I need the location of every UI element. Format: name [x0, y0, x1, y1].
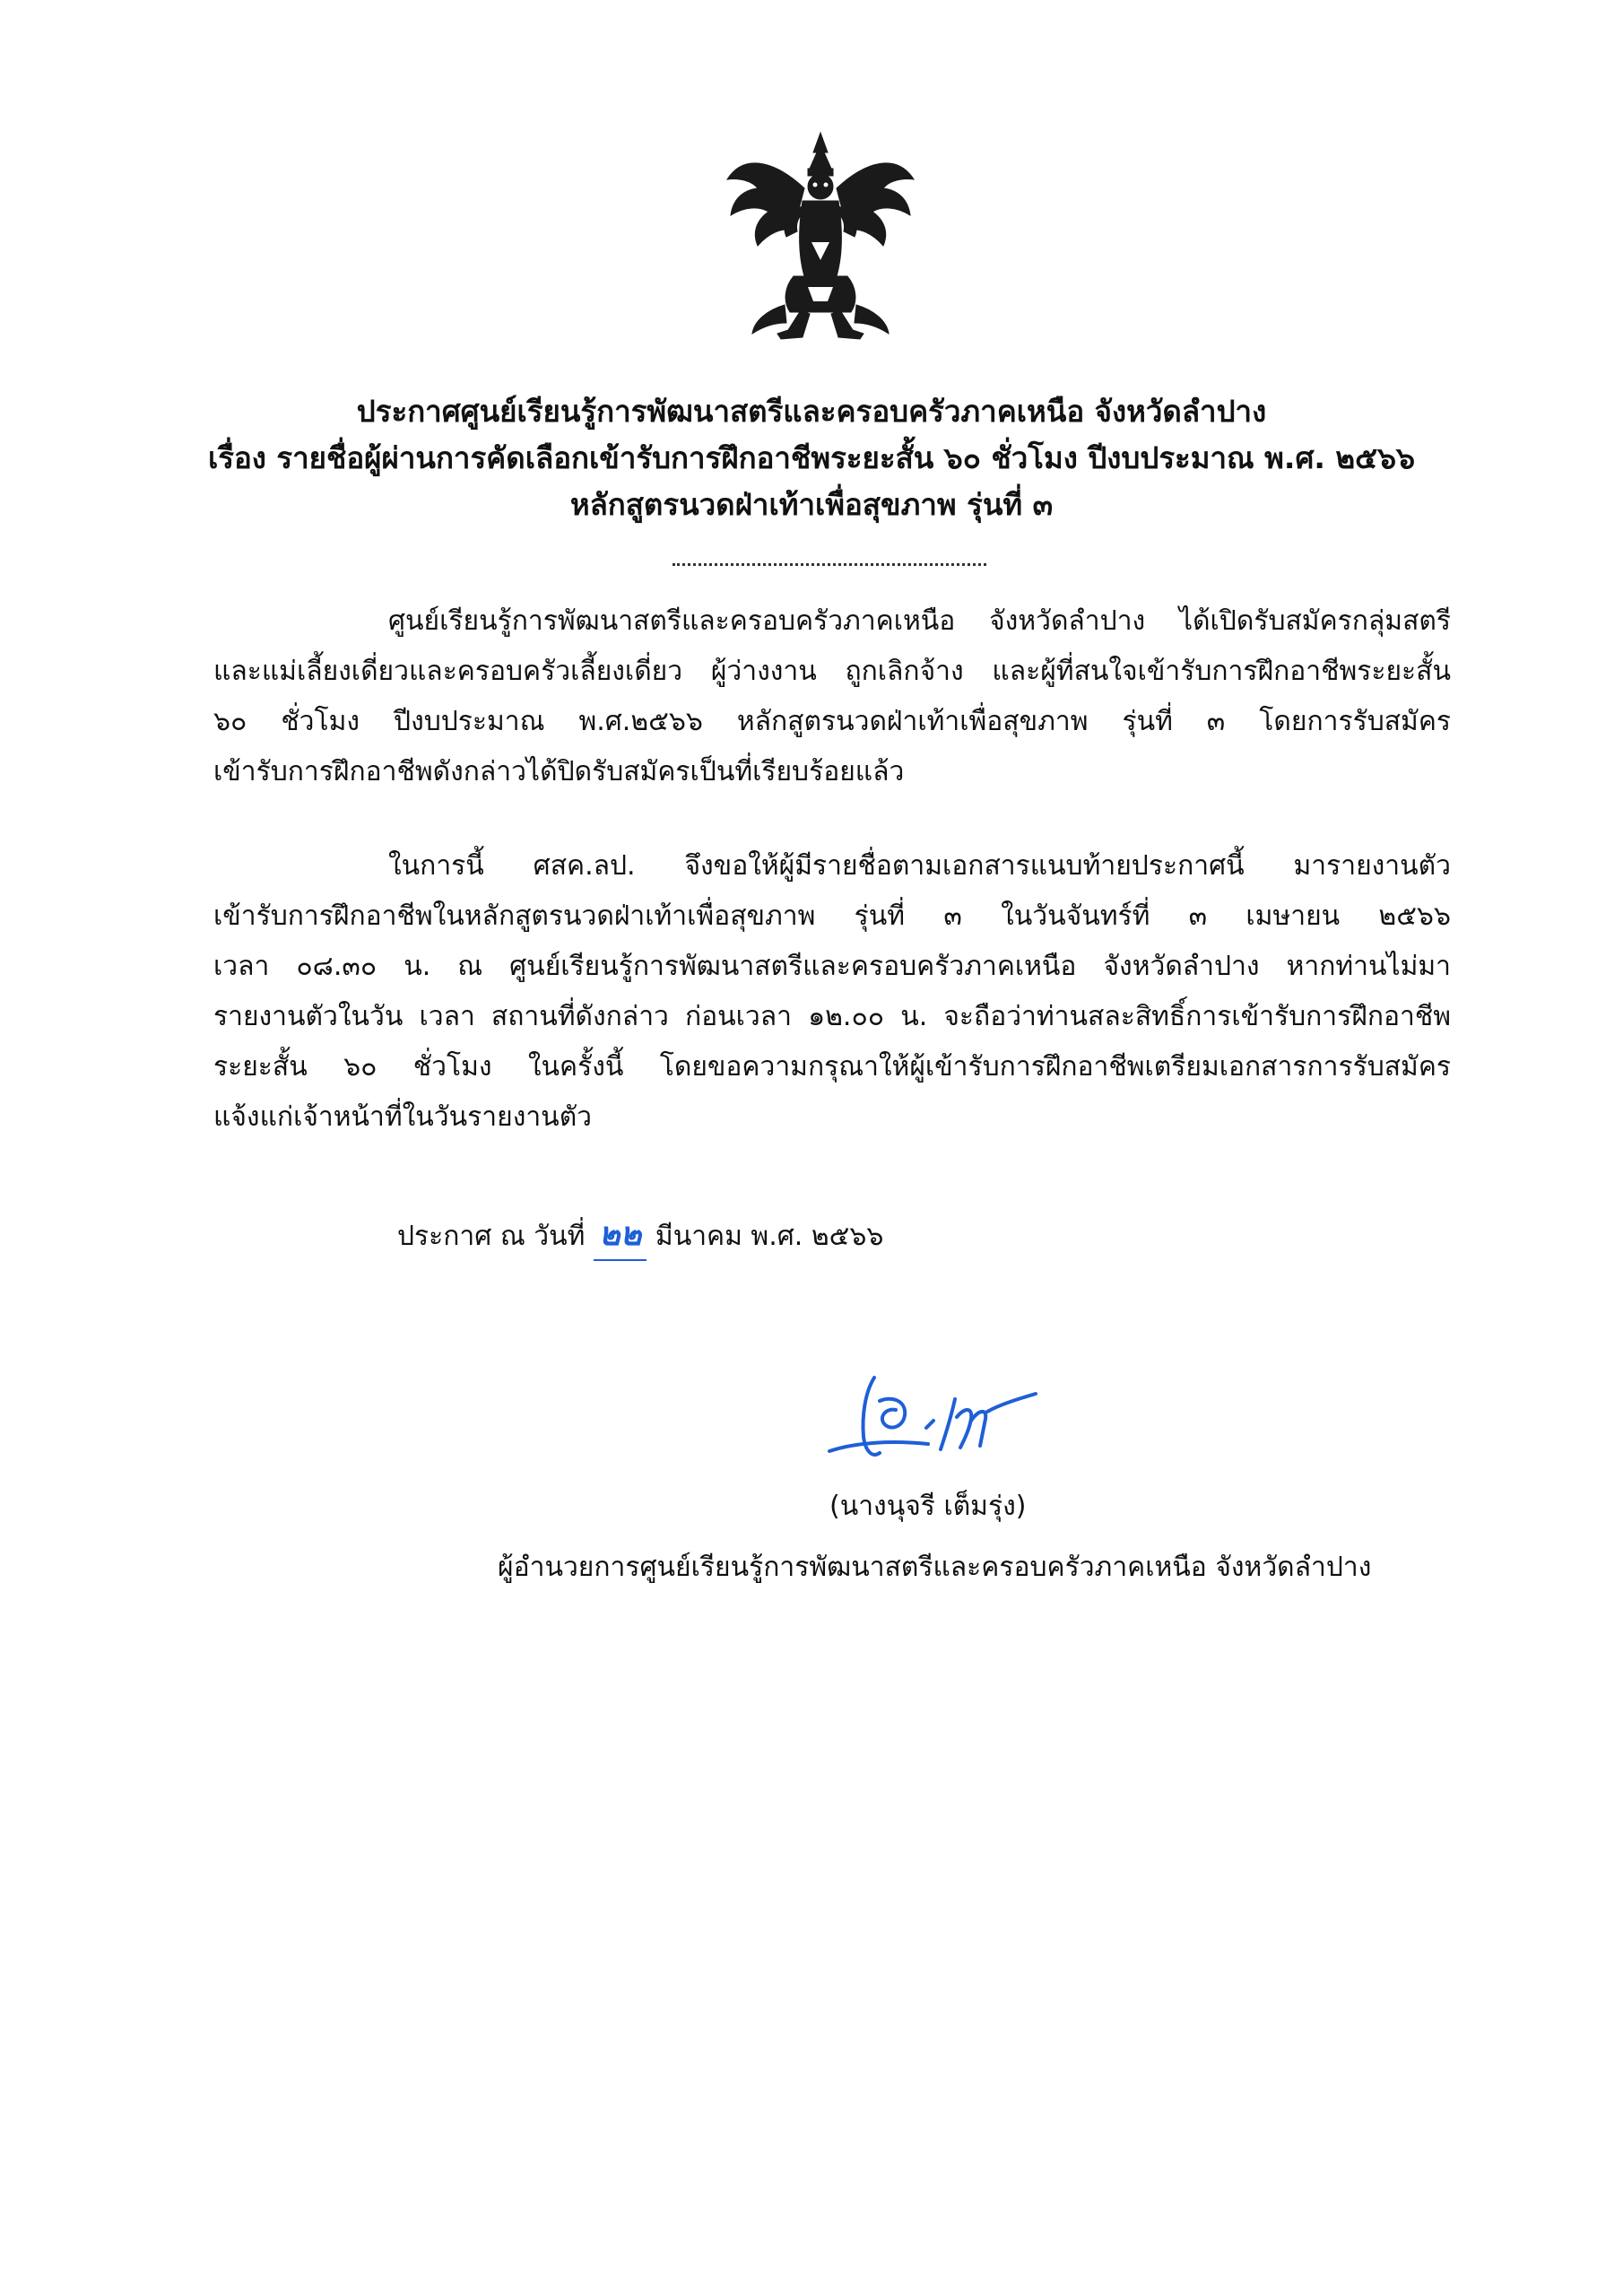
signer-position: ผู้อำนวยการศูนย์เรียนรู้การพัฒนาสตรีและครอบครัวภาคเหนือ จังหวัดลำปาง	[498, 1552, 1372, 1583]
dotted-separator	[673, 563, 986, 566]
paragraph-line: ศูนย์เรียนรู้การพัฒนาสตรีและครอบครัวภาคเหนือ จังหวัดลำปาง ได้เปิดรับสมัครกลุ่มสตรี	[388, 605, 1451, 637]
date-prefix: ประกาศ ณ วันที่	[397, 1221, 586, 1252]
paragraph-1	[213, 596, 1451, 797]
handwritten-day: ๒๒	[594, 1209, 647, 1261]
announcement-date	[397, 1209, 883, 1262]
paragraph-line: เวลา ๐๘.๓๐ น. ณ ศูนย์เรียนรู้การพัฒนาสตรีและครอบครัวภาคเหนือ จังหวัดลำปาง หากท่านไม่มา	[213, 951, 1451, 982]
announcement-heading	[179, 388, 1444, 528]
paragraph-line: และแม่เลี้ยงเดี่ยวและครอบครัวเลี้ยงเดี่ยว ผู้ว่างงาน ถูกเลิกจ้าง และผู้ที่สนใจเข้ารับการฝึกอาชีพระยะสั้น	[213, 656, 1451, 687]
paragraph-line: ระยะสั้น ๖๐ ชั่วโมง ในครั้งนี้ โดยขอความกรุณาให้ผู้เข้ารับการฝึกอาชีพเตรียมเอกสารการรับสมัคร	[213, 1051, 1451, 1083]
signer-name: (นางนุจรี เต็มรุ่ง)	[829, 1491, 1027, 1522]
date-suffix: มีนาคม พ.ศ. ๒๕๖๖	[655, 1221, 884, 1252]
paragraph-line: ๖๐ ชั่วโมง ปีงบประมาณ พ.ศ.๒๕๖๖ หลักสูตรนวดฝ่าเท้าเพื่อสุขภาพ รุ่นที่ ๓ โดยการรับสมัคร	[213, 706, 1451, 737]
heading-line-1: ประกาศศูนย์เรียนรู้การพัฒนาสตรีและครอบครัวภาคเหนือ จังหวัดลำปาง	[356, 394, 1267, 429]
heading-line-2: เรื่อง รายชื่อผู้ผ่านการคัดเลือกเข้ารับการฝึกอาชีพระยะสั้น ๖๐ ชั่วโมง ปีงบประมาณ พ.ศ. ๒๕๖๖	[207, 440, 1416, 475]
handwritten-signature	[820, 1365, 1045, 1473]
paragraph-line: เข้ารับการฝึกอาชีพดังกล่าวได้ปิดรับสมัครเป็นที่เรียบร้อยแล้ว	[213, 756, 905, 787]
paragraph-line: เข้ารับการฝึกอาชีพในหลักสูตรนวดฝ่าเท้าเพื่อสุขภาพ รุ่นที่ ๓ ในวันจันทร์ที่ ๓ เมษายน ๒๕๖๖	[213, 900, 1451, 932]
paragraph-line: รายงานตัวในวัน เวลา สถานที่ดังกล่าว ก่อนเวลา ๑๒.๐๐ น. จะถือว่าท่านสละสิทธิ์การเข้ารับการฝึกอาชีพ	[213, 1001, 1451, 1032]
heading-line-3: หลักสูตรนวดฝ่าเท้าเพื่อสุขภาพ รุ่นที่ ๓	[569, 487, 1054, 522]
garuda-emblem-icon	[722, 126, 919, 341]
paragraph-2	[213, 841, 1451, 1143]
paragraph-line: แจ้งแก่เจ้าหน้าที่ในวันรายงานตัว	[213, 1101, 593, 1133]
paragraph-line: ในการนี้ ศสค.ลป. จึงขอให้ผู้มีรายชื่อตามเอกสารแนบท้ายประกาศนี้ มารายงานตัว	[388, 850, 1451, 882]
